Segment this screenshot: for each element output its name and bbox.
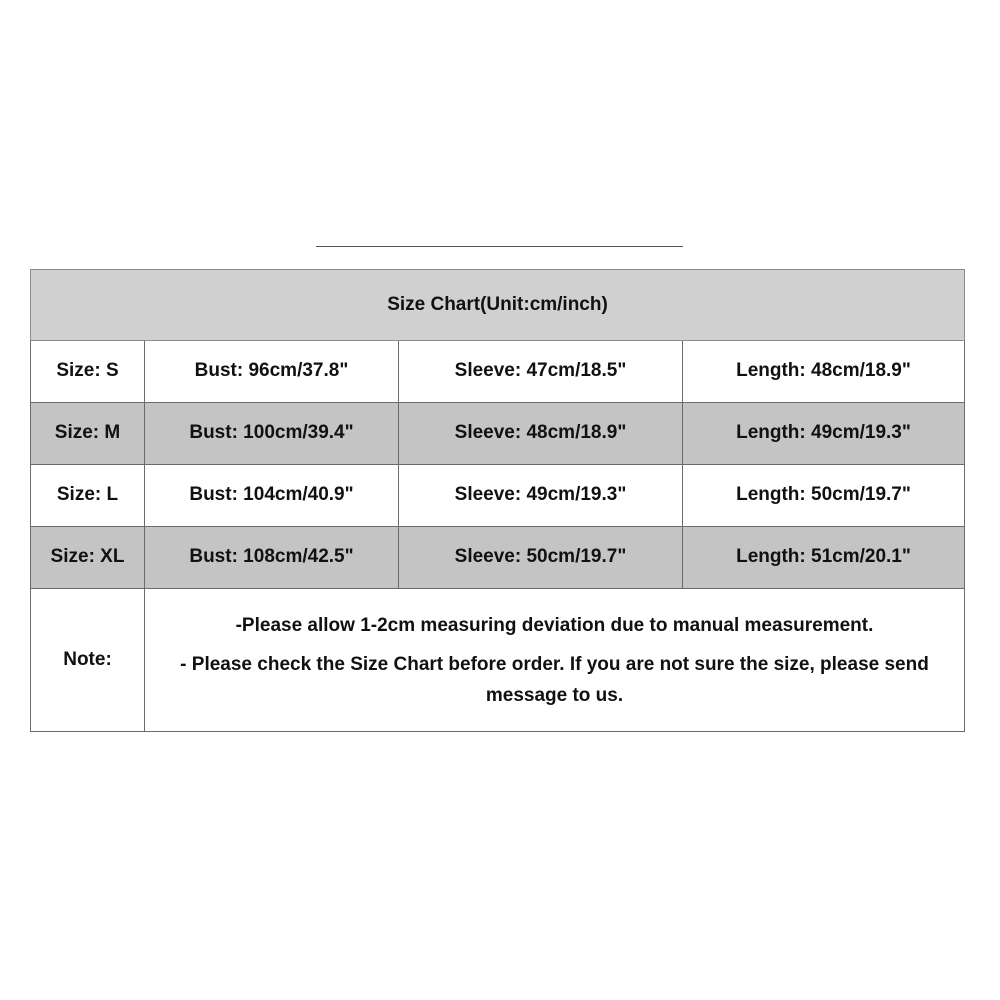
table-row xyxy=(31,465,965,527)
bust-cell: Bust: 96cm/37.8" xyxy=(145,341,399,403)
sleeve-cell: Sleeve: 47cm/18.5" xyxy=(399,341,683,403)
table-row xyxy=(31,403,965,465)
bust-cell: Bust: 108cm/42.5" xyxy=(145,527,399,589)
sleeve-cell: Sleeve: 49cm/19.3" xyxy=(399,465,683,527)
length-cell: Length: 50cm/19.7" xyxy=(683,465,965,527)
length-cell: Length: 48cm/18.9" xyxy=(683,341,965,403)
table-row xyxy=(31,527,965,589)
bust-cell: Bust: 104cm/40.9" xyxy=(145,465,399,527)
note-label: Note: xyxy=(31,589,145,732)
note-line-1: -Please allow 1-2cm measuring deviation due to manual measurement. xyxy=(235,614,874,636)
chart-title: Size Chart(Unit:cm/inch) xyxy=(31,270,965,341)
size-cell: Size: S xyxy=(31,341,145,403)
title-row xyxy=(31,270,965,341)
size-cell: Size: L xyxy=(31,465,145,527)
size-cell: Size: M xyxy=(31,403,145,465)
note-body xyxy=(145,589,965,732)
note-line-2: - Please check the Size Chart before order. If you are not sure the size, please send message to us. xyxy=(180,653,929,706)
size-cell: Size: XL xyxy=(31,527,145,589)
top-divider xyxy=(316,246,683,247)
size-chart-table xyxy=(30,269,965,732)
note-row xyxy=(31,589,965,732)
sleeve-cell: Sleeve: 50cm/19.7" xyxy=(399,527,683,589)
bust-cell: Bust: 100cm/39.4" xyxy=(145,403,399,465)
length-cell: Length: 49cm/19.3" xyxy=(683,403,965,465)
table-row xyxy=(31,341,965,403)
sleeve-cell: Sleeve: 48cm/18.9" xyxy=(399,403,683,465)
length-cell: Length: 51cm/20.1" xyxy=(683,527,965,589)
